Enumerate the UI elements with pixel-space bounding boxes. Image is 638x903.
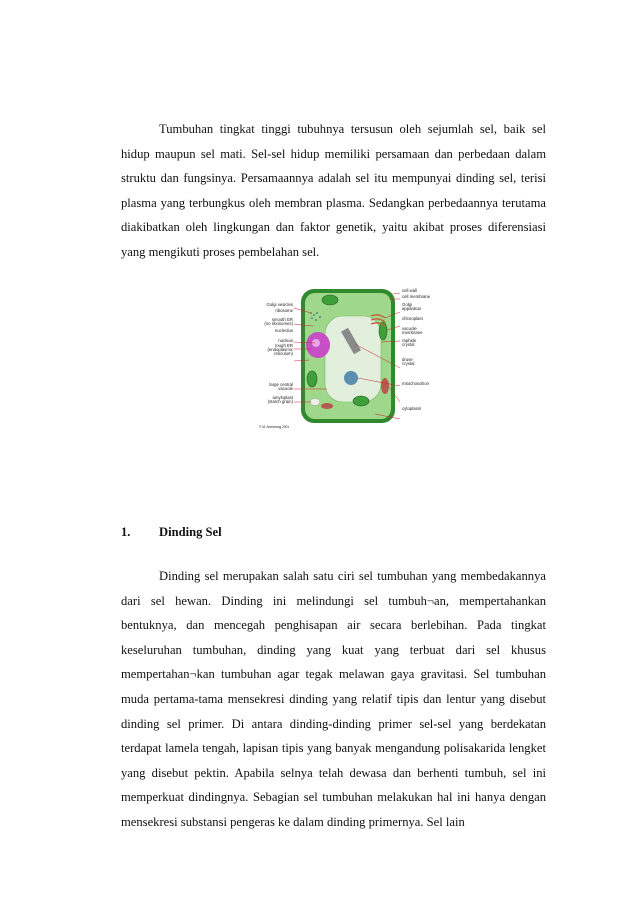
figure-label-left-2: smooth ER: [271, 317, 293, 322]
figure-label-right-1: cell membrane: [402, 294, 431, 299]
chloroplast: [322, 295, 338, 305]
section-number: 1.: [121, 525, 131, 539]
figure-label-right-0: cell wall: [402, 288, 418, 293]
section-heading: [121, 525, 222, 540]
figure-label-left-11: amyloplast: [272, 395, 293, 400]
figure-label-left-12: (starch grain): [267, 399, 293, 404]
mitochondrion: [321, 403, 333, 409]
figure-label-right-2: Golgi: [402, 302, 413, 307]
figure-label-left-9: large central: [269, 382, 293, 387]
dinding-text: Dinding sel merupakan salah satu ciri sel tumbuhan yang membedakannya dari sel hewan. Dinding ini melindungi sel tumbuh¬an, mempertahankan bentuknya, dan mencegah penghisapan air secara berlebihan. Pada tingkat keseluruhan tumbuhan, dinding yang kuat yang terbuat dari sel khusus mempertahan¬kan tumbuhan agar tegak melawan gaya gravitasi. Sel tumbuhan muda pertama-tama mensekresi dinding yang relatif tipis dan lentur yang disebut dinding sel primer. Di antara dinding-dinding primer sel-sel yang berdekatan terdapat lamela tengah, lapisan tipis yang banyak mengandung polisakarida lengket yang disebut pektin. Apabila selnya telah dewasa dan berhenti tumbuh, sel ini memperkuat dindingnya. Sebagian sel tumbuhan melakukan hal ini hanya dengan mensekresi substansi pengeras ke dalam dinding primernya. Sel lain: [121, 569, 546, 829]
figure-label-right-7: raphide: [402, 338, 417, 343]
figure-label-right-9: druse: [402, 357, 413, 362]
figure-label-right-3: apparatus: [402, 306, 422, 311]
section-title: Dinding Sel: [159, 525, 222, 539]
figure-label-left-10: vacuole: [278, 386, 293, 391]
amyloplast: [310, 399, 320, 406]
figure-label-left-6: rough ER: [274, 343, 293, 348]
figure-label-right-6: membrane: [402, 330, 423, 335]
figure-label-right-4: chloroplast: [402, 316, 423, 321]
druse-crystal: [344, 371, 358, 385]
figure-label-right-5: vacuole: [402, 326, 417, 331]
mitochondrion: [381, 378, 389, 394]
figure-label-right-10: crystal: [402, 361, 415, 366]
figure-label-right-8: crystal: [402, 342, 415, 347]
figure-label-left-4: nucleolus: [274, 328, 293, 333]
intro-paragraph: [121, 117, 546, 265]
central-vacuole: [325, 316, 381, 402]
figure-label-left-8: reticulum): [274, 351, 293, 356]
figure-label-left-3: (no ribosomes): [264, 321, 293, 326]
intro-text: Tumbuhan tingkat tinggi tubuhnya tersusun oleh sejumlah sel, baik sel hidup maupun sel mati. Sel-sel hidup memiliki persamaan dan perbedaan dalam struktu dan fungsinya. Persamaannya adalah sel itu mempunyai dinding sel, terisi plasma yang terbungkus oleh membran plasma. Sedangkan perbedaannya terutama diakibatkan oleh lingkungan dan faktor genetik, yaitu akibat proses diferensiasi yang mengikuti proses pembelahan sel.: [121, 122, 546, 259]
figure-credit: © M. Armstrong 2001: [259, 425, 290, 429]
figure-label-left-0: Golgi vesicles: [266, 302, 293, 307]
dinding-paragraph: [121, 564, 546, 835]
figure-label-left-7: (endoplasmic: [267, 347, 293, 352]
figure-label-right-11: mitochondrion: [402, 381, 429, 386]
chloroplast: [307, 371, 317, 387]
figure-label-right-12: cytoplasm: [402, 406, 422, 411]
figure-label-left-1: ribosome: [275, 308, 293, 313]
plant-cell-diagram: [255, 286, 439, 431]
figure-label-left-5: nucleus: [278, 338, 293, 343]
chloroplast: [353, 396, 369, 406]
